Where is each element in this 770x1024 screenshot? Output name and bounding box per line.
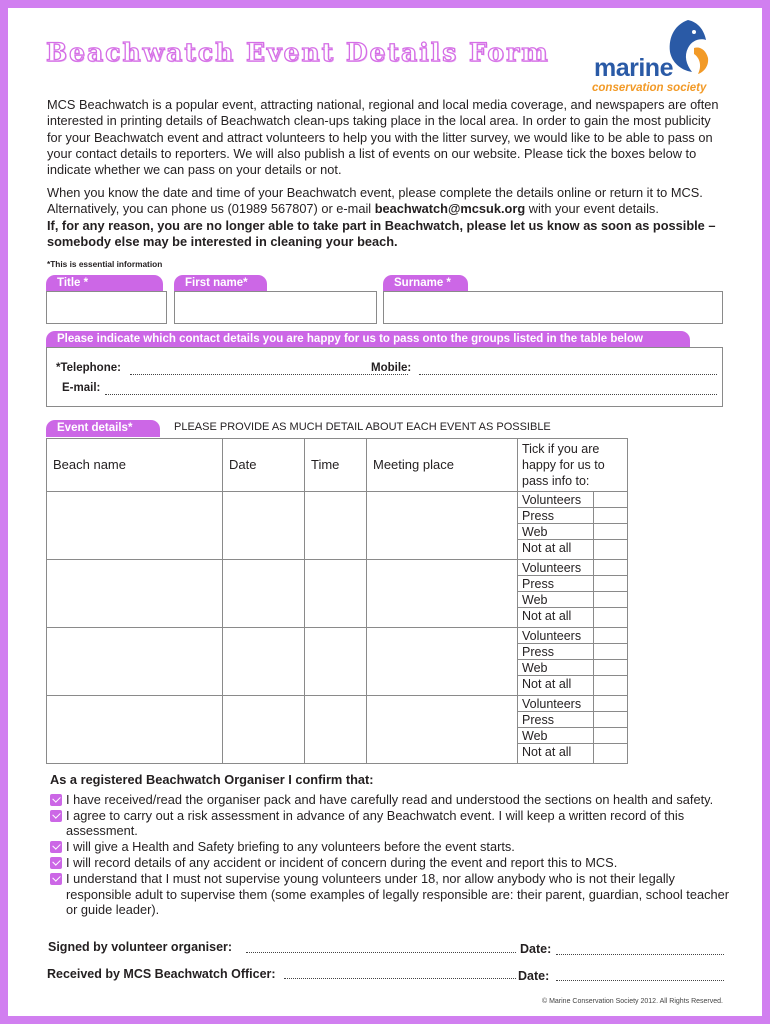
list-item [50,808,730,840]
surname-input[interactable] [383,291,723,324]
option-web: Web [518,728,593,744]
cancel-notice: If, for any reason, you are no longer able to take part in Beachwatch, please let us know as soon as possible – somebody else may be interested in cleaning your beach. [47,217,716,249]
column-tick-info: Tick if you are happy for us to pass info to: [518,439,628,492]
column-date: Date [223,439,305,492]
option-web: Web [518,592,593,608]
check-icon [50,841,62,853]
meeting-place-cell[interactable] [367,696,518,764]
instructions-text-end: with your event details. [525,201,659,217]
meeting-place-cell[interactable] [367,628,518,696]
option-volunteers: Volunteers [518,560,593,576]
event-table [46,438,628,764]
confirm-item-text: I will give a Health and Safety briefing to any volunteers before the event starts. [66,839,515,855]
mobile-input[interactable] [419,374,717,375]
intro-paragraph: MCS Beachwatch is a popular event, attracting national, regional and local media coverage, and newspapers are often interested in printing details of Beachwatch clean-ups taking place in the local area. In order to gain the most publicity for your Beachwatch event and attract volunteers to help you with the litter survey, we would like to be able to pass on your contact details to reporters. We will also publish a list of events on our website. Please tick the boxes below to indicate whether we can pass on your details or not. [47,97,719,178]
form-title: Beachwatch Event Details Form [46,38,550,67]
check-icon [50,810,62,822]
essential-note: *This is essential information [47,259,163,269]
received-input[interactable] [284,978,516,979]
column-time: Time [305,439,367,492]
option-volunteers: Volunteers [518,492,593,508]
checkbox-volunteers[interactable] [594,628,627,644]
table-row [47,492,628,560]
meeting-place-cell[interactable] [367,492,518,560]
received-label: Received by MCS Beachwatch Officer: [47,967,276,981]
meeting-place-cell[interactable] [367,560,518,628]
checkbox-press[interactable] [594,712,627,728]
beach-name-cell[interactable] [47,696,223,764]
received-date-label: Date: [518,969,550,983]
confirm-item-text: I will record details of any accident or incident of concern during the event and report this to MCS. [66,854,618,870]
contact-email-link[interactable]: beachwatch@mcsuk.org [374,201,526,217]
option-press: Press [518,712,593,728]
option-checkboxes [594,492,628,560]
title-label: Title * [46,275,163,292]
beach-name-cell[interactable] [47,628,223,696]
option-not-at-all: Not at all [522,677,572,691]
confirm-item-text: I agree to carry out a risk assessment in advance of any Beachwatch event. I will keep a written record of this assessment. [66,807,685,839]
option-checkboxes [594,696,628,764]
event-details-label: Event details* [46,420,160,437]
checkbox-press[interactable] [594,508,627,524]
table-row [47,560,628,628]
confirm-item-text: I understand that I must not supervise young volunteers under 18, nor allow anybody who is not their legally responsible adult to supervise them (some examples of legally responsible are: their parent, guardian, school teacher or guide leader). [66,870,729,918]
time-cell[interactable] [305,492,367,560]
list-item [50,839,730,855]
option-press: Press [518,576,593,592]
option-press: Press [518,644,593,660]
checkbox-volunteers[interactable] [594,560,627,576]
date-cell[interactable] [223,628,305,696]
email-input[interactable] [105,394,717,395]
logo-word-society: conservation society [592,82,707,94]
contact-header: Please indicate which contact details you are happy for us to pass onto the groups listed in the table below [46,331,690,348]
date-cell[interactable] [223,696,305,764]
table-row [47,696,628,764]
instructions-paragraph [47,185,723,250]
checkbox-volunteers[interactable] [594,492,627,508]
confirm-item-text: I have received/read the organiser pack and have carefully read and understood the sections on health and safety. [66,791,714,807]
option-not-at-all: Not at all [522,745,572,759]
beach-name-cell[interactable] [47,560,223,628]
option-labels [518,628,594,696]
option-labels [518,560,594,628]
telephone-input[interactable] [130,374,408,375]
first-name-label: First name* [174,275,267,292]
list-item [50,871,730,918]
time-cell[interactable] [305,560,367,628]
received-date-input[interactable] [556,980,724,981]
contact-details-box [46,347,723,407]
option-web: Web [518,524,593,540]
copyright-footer: © Marine Conservation Society 2012. All Rights Reserved. [541,998,723,1005]
option-volunteers: Volunteers [518,696,593,712]
option-volunteers: Volunteers [518,628,593,644]
first-name-input[interactable] [174,291,377,324]
column-meeting-place: Meeting place [367,439,518,492]
mcs-logo [588,16,728,92]
date-cell[interactable] [223,560,305,628]
check-icon [50,794,62,806]
confirmation-section [50,772,730,918]
option-not-at-all: Not at all [522,609,572,623]
time-cell[interactable] [305,628,367,696]
checkbox-web[interactable] [594,592,627,608]
option-checkboxes [594,628,628,696]
signed-input[interactable] [246,952,516,953]
signed-date-input[interactable] [556,954,724,955]
checkbox-not-at-all[interactable] [594,540,627,556]
confirmation-heading: As a registered Beachwatch Organiser I confirm that: [50,772,374,787]
option-press: Press [518,508,593,524]
check-icon [50,873,62,885]
date-cell[interactable] [223,492,305,560]
signed-date-label: Date: [520,942,552,956]
checkbox-not-at-all[interactable] [594,744,627,760]
option-labels [518,696,594,764]
option-checkboxes [594,560,628,628]
instructions-text: When you know the date and time of your Beachwatch event, please complete the details online or return it to MCS. Alternatively, you can phone us (01989 567807) or e-mail [47,185,703,217]
list-item [50,855,730,871]
event-table-header [47,439,628,492]
column-beach-name: Beach name [47,439,223,492]
beach-name-cell[interactable] [47,492,223,560]
surname-label: Surname * [383,275,468,292]
list-item [50,792,730,808]
checkbox-web[interactable] [594,728,627,744]
checkbox-not-at-all[interactable] [594,608,627,624]
telephone-label: *Telephone: [56,362,121,374]
option-not-at-all: Not at all [522,541,572,555]
checkbox-web[interactable] [594,524,627,540]
table-row [47,628,628,696]
mobile-label: Mobile: [371,362,412,374]
checkbox-press[interactable] [594,644,627,660]
event-instruction: PLEASE PROVIDE AS MUCH DETAIL ABOUT EACH EVENT AS POSSIBLE [174,421,551,433]
checkbox-volunteers[interactable] [594,696,627,712]
title-input[interactable] [46,291,167,324]
logo-word-marine: marine [594,54,673,82]
option-web: Web [518,660,593,676]
time-cell[interactable] [305,696,367,764]
checkbox-not-at-all[interactable] [594,676,627,692]
option-labels [518,492,594,560]
checkbox-web[interactable] [594,660,627,676]
checkbox-press[interactable] [594,576,627,592]
signed-label: Signed by volunteer organiser: [48,940,233,954]
check-icon [50,857,62,869]
email-label: E-mail: [62,382,101,394]
